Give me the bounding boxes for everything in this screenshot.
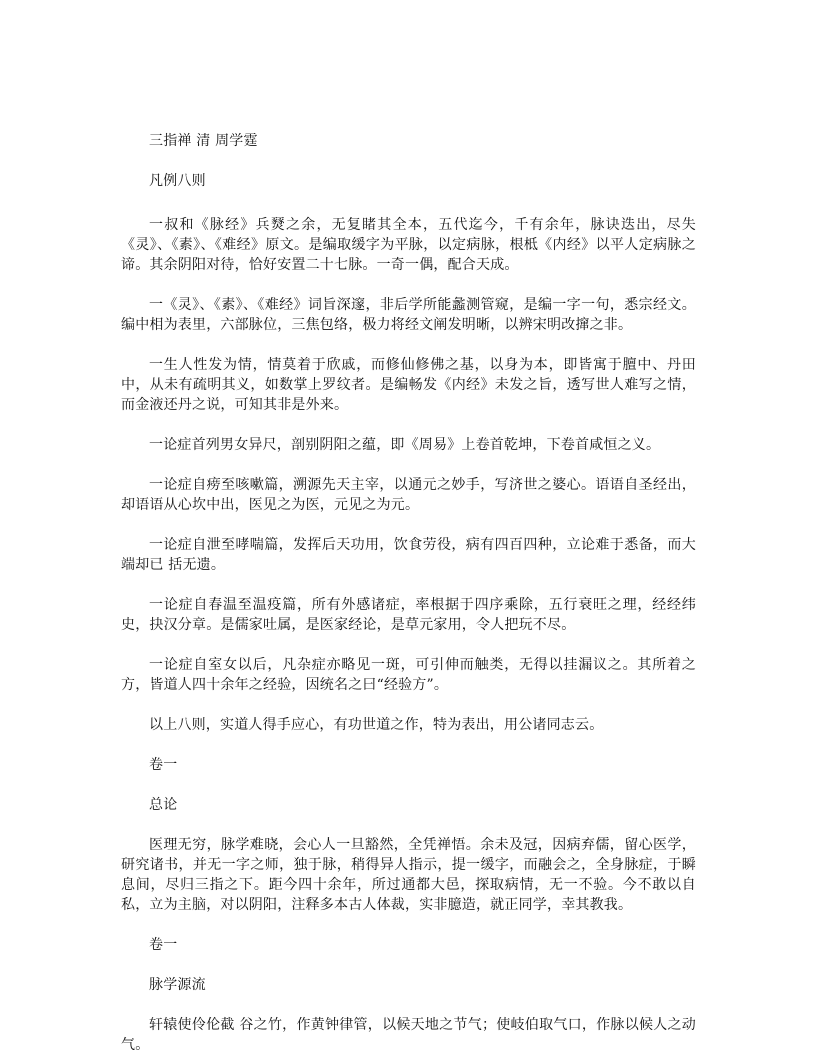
document-page bbox=[121, 131, 696, 1055]
example-paragraph-3: 一生人性发为情，情莫着于欣戚，而修仙修佛之基，以身为本，即皆寓于膻中、丹田中，从未有疏明其义，如数掌上罗纹者。是编畅发《内经》未发之旨，透写世人难写之情，而金液还丹之说，可知其非是外来。 bbox=[121, 357, 696, 413]
example-paragraph-4: 一论症首列男女异尺，剖别阴阳之蕴，即《周易》上卷首乾坤，下卷首咸恒之义。 bbox=[149, 437, 661, 453]
section-heading-general: 总论 bbox=[149, 797, 178, 813]
volume-heading-1: 卷一 bbox=[149, 757, 178, 773]
summary-paragraph: 以上八则，实道人得手应心，有功世道之作，特为表出，用公诸同志云。 bbox=[149, 717, 604, 733]
example-paragraph-8: 一论症自室女以后，凡杂症亦略见一斑，可引伸而触类，无得以挂漏议之。其所着之方，皆道人四十余年之经验，因统名之曰“经验方”。 bbox=[121, 657, 696, 693]
document-title-line: 三指禅 清 周学霆 bbox=[149, 133, 258, 149]
pulse-origins-paragraph: 轩辕使伶伦截 谷之竹，作黄钟律管，以候天地之节气；使岐伯取气口，作脉以候人之动气。 bbox=[121, 1017, 696, 1053]
example-paragraph-2: 一《灵》、《素》、《难经》词旨深邃，非后学所能蠡测管窥，是编一字一句，悉宗经文。编中相为表里，六部脉位，三焦包络，极力将经文阐发明晰，以辨宋明改撺之非。 bbox=[121, 297, 696, 333]
section-heading-pulse-origins: 脉学源流 bbox=[149, 977, 206, 993]
volume-heading-2: 卷一 bbox=[149, 937, 178, 953]
general-paragraph: 医理无穷，脉学难晓，会心人一旦豁然，全凭禅悟。余未及冠，因病弃儒，留心医学，研究诸书，并无一字之师，独于脉，稍得异人指示，提一缓字，而融会之，全身脉症，于瞬息间，尽归三指之下。距今四十余年，所过通都大邑，探取病情，无一不验。今不敢以自私，立为主脑，对以阴阳，注释多本古人体裁，实非臆造，就正同学，幸其教我。 bbox=[121, 837, 696, 913]
example-paragraph-7: 一论症自春温至温疫篇，所有外感诸症，率根据于四序乘除，五行衰旺之理，经经纬史，抉汉分章。是儒家吐属，是医家经论，是草元家用，令人把玩不尽。 bbox=[121, 597, 696, 633]
example-paragraph-1: 一叔和《脉经》兵燹之余，无复睹其全本，五代迄今，千有余年，脉诀迭出，尽失《灵》、《素》、《难经》原文。是编取缓字为平脉，以定病脉，根柢《内经》以平人定病脉之谛。其余阴阳对待，恰好安置二十七脉。一奇一偶，配合天成。 bbox=[121, 217, 696, 273]
example-paragraph-5: 一论症自痨至咳嗽篇，溯源先天主宰，以通元之妙手，写济世之婆心。语语自圣经出，却语语从心坎中出，医见之为医，元见之为元。 bbox=[121, 477, 696, 513]
example-paragraph-6: 一论症自泄至哮喘篇，发挥后天功用，饮食劳役，病有四百四种，立论难于悉备，而大端却已 括无遗。 bbox=[121, 537, 696, 573]
section-heading-examples: 凡例八则 bbox=[149, 173, 206, 189]
